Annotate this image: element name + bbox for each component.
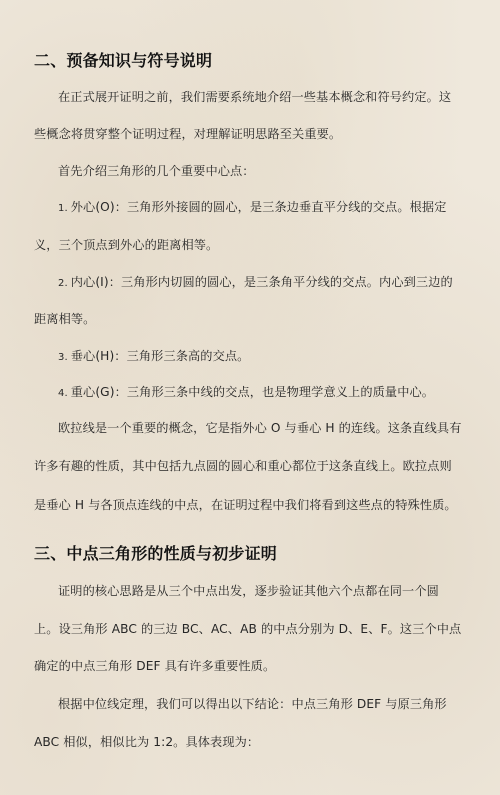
paragraph-line: 些概念将贯穿整个证明过程，对理解证明思路至关重要。 xyxy=(34,127,342,141)
paragraph-line: ABC 相似，相似比为 1:2。具体表现为： xyxy=(34,735,260,749)
paragraph-line: 首先介绍三角形的几个重要中心点： xyxy=(58,164,255,178)
paragraph-line: 在正式展开证明之前，我们需要系统地介绍一些基本概念和符号约定。这 xyxy=(58,90,452,104)
list-item xyxy=(58,347,249,364)
paragraph-line: 是垂心 H 与各顶点连线的中点，在证明过程中我们将看到这些点的特殊性质。 xyxy=(34,498,457,512)
paragraph-line: 许多有趣的性质，其中包括九点圆的圆心和重心都位于这条直线上。欧拉点则 xyxy=(34,459,452,473)
section-heading-preliminaries: 二、预备知识与符号说明 xyxy=(34,51,213,70)
paragraph-line: 欧拉线是一个重要的概念，它是指外心 O 与垂心 H 的连线。这条直线具有 xyxy=(58,421,462,435)
list-item-continuation: 义，三个顶点到外心的距离相等。 xyxy=(34,238,219,252)
list-item-text: 重心(G)：三角形三条中线的交点，也是物理学意义上的质量中心。 xyxy=(70,385,435,399)
paragraph-line: 确定的中点三角形 DEF 具有许多重要性质。 xyxy=(34,659,276,673)
section-heading-midpoint-triangle: 三、中点三角形的性质与初步证明 xyxy=(34,544,278,563)
list-item xyxy=(58,198,447,215)
list-item-number: 2. xyxy=(58,278,68,289)
list-item-text: 垂心(H)：三角形三条高的交点。 xyxy=(70,349,250,363)
list-item-number: 4. xyxy=(58,388,68,399)
paragraph-line: 根据中位线定理，我们可以得出以下结论：中点三角形 DEF 与原三角形 xyxy=(58,697,447,711)
paragraph-line: 上。设三角形 ABC 的三边 BC、AC、AB 的中点分别为 D、E、F。这三个中点 xyxy=(34,622,462,636)
list-item-text: 内心(I)：三角形内切圆的圆心，是三条角平分线的交点。内心到三边的 xyxy=(70,275,453,289)
list-item xyxy=(58,383,434,400)
list-item xyxy=(58,273,453,290)
paragraph-line: 证明的核心思路是从三个中点出发，逐步验证其他六个点都在同一个圆 xyxy=(58,584,439,598)
list-item-number: 1. xyxy=(58,203,68,214)
list-item-text: 外心(O)：三角形外接圆的圆心，是三条边垂直平分线的交点。根据定 xyxy=(70,200,447,214)
list-item-number: 3. xyxy=(58,352,68,363)
list-item-continuation: 距离相等。 xyxy=(34,312,96,326)
